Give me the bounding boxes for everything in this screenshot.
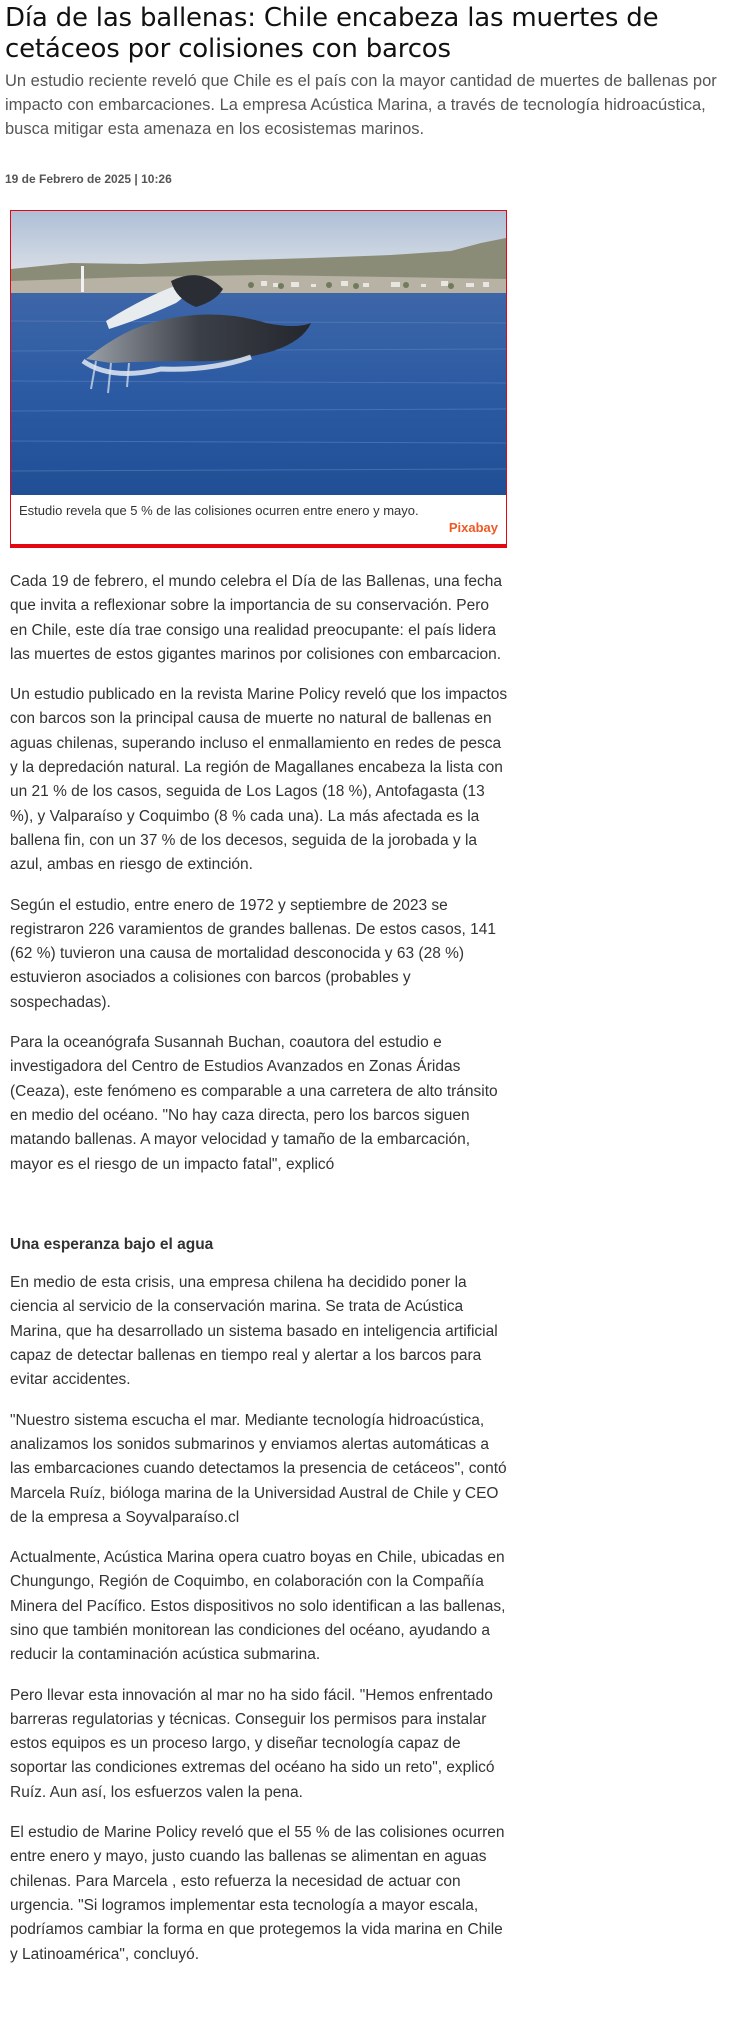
body-paragraph: Para la oceanógrafa Susannah Buchan, coautora del estudio e investigadora del Centro de Estudios Avanzados en Zonas Áridas (Ceaza), este fenómeno es comparable a una carretera de alto tránsito en medio del océano. "No hay caza directa, pero los barcos siguen matando ballenas. A mayor velocidad y tamaño de la embarcación, mayor es el riesgo de un impacto fatal", explicó [10, 1034, 498, 1173]
body-paragraph: Pero llevar esta innovación al mar no ha sido fácil. "Hemos enfrentado barreras regulatorias y técnicas. Conseguir los permisos para instalar estos equipos es un proceso largo, y diseñar tecnología capaz de soportar las condiciones extremas del océano ha sido un reto", explicó Ruíz. Aun así, los esfuerzos valen la pena. [10, 1686, 495, 1801]
body-paragraph: En medio de esta crisis, una empresa chilena ha decidido poner la ciencia al servicio de la conservación marina. Se trata de Acústica Marina, que ha desarrollado un sistema basado en inteligencia artificial capaz de detectar ballenas en tiempo real y alertar a los barcos para evitar accidentes. [10, 1274, 498, 1389]
body-paragraph: El estudio de Marine Policy reveló que el 55 % de las colisiones ocurren entre enero y mayo, justo cuando las ballenas se alimentan en aguas chilenas. Para Marcela , esto refuerza la necesidad de actuar con urgencia. "Si logramos implementar esta tecnología a mayor escala, podríamos cambiar la forma en que protegemos la vida marina en Chile y Latinoamérica", concluyó. [10, 1824, 505, 1963]
article-figure [10, 210, 507, 548]
body-paragraph: Cada 19 de febrero, el mundo celebra el Día de las Ballenas, una fecha que invita a reflexionar sobre la importancia de su conservación. Pero en Chile, este día trae consigo una realidad preocupante: el país lidera las muertes de estos gigantes marinos por colisiones con embarcacion. [10, 573, 503, 663]
section-subhead: Una esperanza bajo el agua [10, 1235, 214, 1253]
article-headline: Día de las ballenas: Chile encabeza las muertes de cetáceos por colisiones con barcos [5, 3, 659, 64]
whale-photo[interactable] [11, 211, 506, 495]
article-lead: Un estudio reciente reveló que Chile es el país con la mayor cantidad de muertes de ballenas por impacto con embarcaciones. La empresa Acústica Marina, a través de tecnología hidroacústica, busca mitigar esta amenaza en los ecosistemas marinos. [5, 72, 717, 138]
body-paragraph: Según el estudio, entre enero de 1972 y septiembre de 2023 se registraron 226 varamientos de grandes ballenas. De estos casos, 141 (62 %) tuvieron una causa de mortalidad desconocida y 63 (28 %) estuvieron asociados a colisiones con barcos (probables y sospechadas). [10, 896, 496, 1011]
photo-caption [11, 495, 506, 544]
article-body [0, 548, 510, 1967]
body-paragraph: "Nuestro sistema escucha el mar. Mediante tecnología hidroacústica, analizamos los sonidos submarinos y enviamos alertas automáticas a las embarcaciones cuando detectamos la presencia de cetáceos", contó Marcela Ruíz, bióloga marina de la Universidad Austral de Chile y CEO de la empresa a Soyvalparaíso.cl [10, 1411, 507, 1526]
photo-credit: Pixabay [448, 520, 498, 535]
body-paragraph: Un estudio publicado en la revista Marine Policy reveló que los impactos con barcos son la principal causa de muerte no natural de ballenas en aguas chilenas, superando incluso el enmallamiento en redes de pesca y la depredación natural. La región de Magallanes encabeza la lista con un 21 % de los casos, seguida de Los Lagos (18 %), Antofagasta (13 %), y Valparaíso y Coquimbo (8 % cada una). La más afectada es la ballena fin, con un 37 % de los decesos, seguida de la jorobada y la azul, ambas en riesgo de extinción. [10, 686, 508, 874]
caption-text: Estudio revela que 5 % de las colisiones ocurren entre enero y mayo. [19, 503, 419, 518]
body-paragraph: Actualmente, Acústica Marina opera cuatro boyas en Chile, ubicadas en Chungungo, Región de Coquimbo, en colaboración con la Compañía Minera del Pacífico. Estos dispositivos no solo identifican a las ballenas, sino que también monitorean las condiciones del océano, ayudando a reducir la contaminación acústica submarina. [10, 1549, 506, 1664]
article-dateline: 19 de Febrero de 2025 | 10:26 [5, 172, 172, 186]
